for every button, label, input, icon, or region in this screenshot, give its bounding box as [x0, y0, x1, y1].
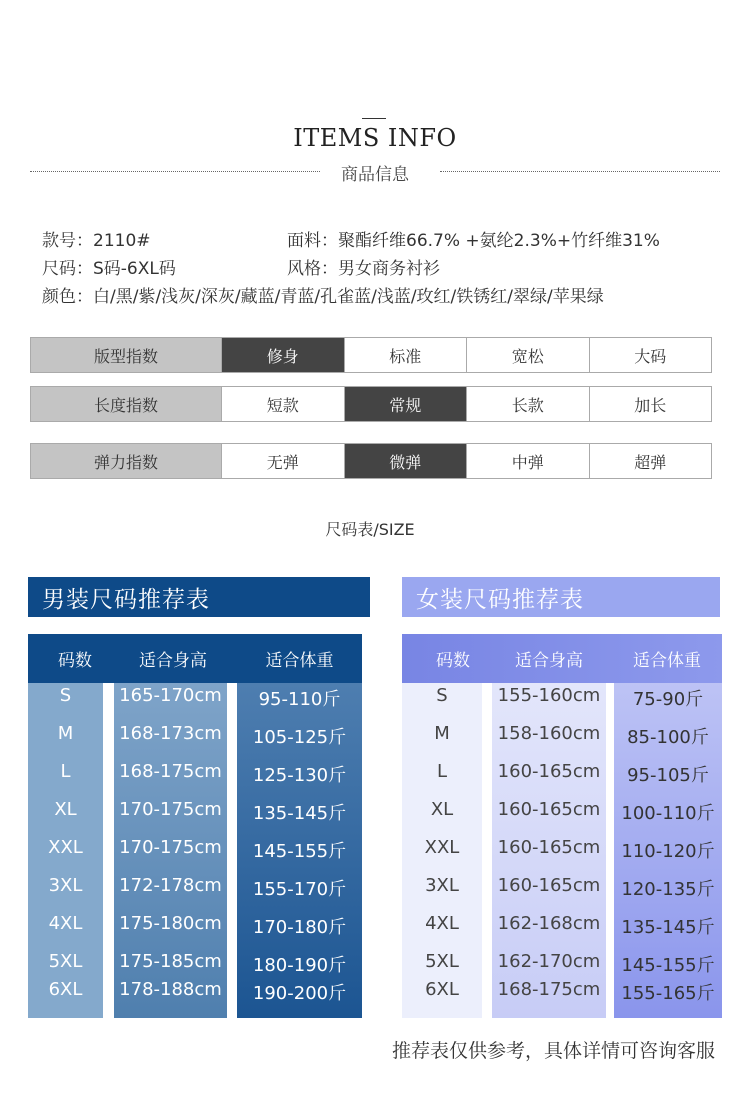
- page-title: ITEMS INFO: [293, 124, 457, 152]
- page-subtitle: 商品信息: [341, 165, 409, 185]
- men-height-cell: 175-180cm: [119, 913, 222, 934]
- style-number: 款号：2110#: [42, 231, 151, 251]
- men-weight-column: [237, 683, 362, 1018]
- women-header-weight: 适合体重: [633, 651, 701, 671]
- fit-option-slim: 修身: [221, 338, 344, 372]
- women-size-cell: 4XL: [425, 913, 459, 934]
- style-info: 风格：男女商务衬衫: [287, 259, 440, 279]
- fit-option-large: 大码: [589, 338, 712, 372]
- women-weight-cell: 155-165斤: [621, 983, 715, 1004]
- women-height-cell: 160-165cm: [497, 875, 601, 896]
- men-weight-cell: 145-155斤: [252, 841, 347, 862]
- women-weight-cell: 75-90斤: [632, 689, 704, 710]
- men-height-column: [114, 683, 227, 1018]
- women-height-cell: 160-165cm: [497, 799, 601, 820]
- size-table-caption: 尺码表/SIZE: [325, 520, 415, 539]
- fit-option-loose: 宽松: [466, 338, 589, 372]
- men-height-cell: 165-170cm: [119, 685, 222, 706]
- men-table-header: [28, 634, 362, 683]
- men-size-column: [28, 683, 103, 1018]
- fit-option-standard: 标准: [344, 338, 467, 372]
- stretch-index-label: 弹力指数: [31, 444, 221, 478]
- women-size-cell: M: [434, 723, 450, 744]
- fabric-info: 面料：聚酯纤维66.7% +氨纶2.3%+竹纤维31%: [287, 231, 660, 251]
- length-index-label: 长度指数: [31, 387, 221, 421]
- length-option-extra-long: 加长: [589, 387, 712, 421]
- men-weight-cell: 190-200斤: [252, 983, 347, 1004]
- women-height-cell: 162-168cm: [497, 913, 601, 934]
- women-weight-cell: 145-155斤: [621, 955, 715, 976]
- men-header-weight: 适合体重: [265, 651, 334, 671]
- men-header-size: 码数: [58, 651, 92, 671]
- men-size-cell: 5XL: [48, 951, 83, 972]
- women-size-cell: 6XL: [425, 979, 459, 1000]
- women-size-cell: 3XL: [425, 875, 459, 896]
- men-height-cell: 175-185cm: [119, 951, 222, 972]
- men-weight-cell: 135-145斤: [252, 803, 347, 824]
- size-range: 尺码：S码-6XL码: [42, 259, 176, 279]
- women-size-title: 女装尺码推荐表: [402, 577, 720, 617]
- women-height-cell: 155-160cm: [497, 685, 601, 706]
- men-height-cell: 170-175cm: [119, 799, 222, 820]
- stretch-option-medium: 中弹: [466, 444, 589, 478]
- men-size-cell: S: [59, 685, 72, 706]
- women-size-cell: 5XL: [425, 951, 459, 972]
- length-option-short: 短款: [221, 387, 344, 421]
- men-height-cell: 168-175cm: [119, 761, 222, 782]
- men-height-cell: 170-175cm: [119, 837, 222, 858]
- men-size-cell: XXL: [48, 837, 83, 858]
- men-weight-cell: 155-170斤: [252, 879, 347, 900]
- women-weight-cell: 110-120斤: [621, 841, 715, 862]
- men-weight-cell: 95-110斤: [258, 689, 341, 710]
- stretch-index-row: [30, 443, 712, 479]
- color-list: 颜色：白/黑/紫/浅灰/深灰/藏蓝/青蓝/孔雀蓝/浅蓝/玫红/铁锈红/翠绿/苹果绿: [42, 287, 604, 307]
- women-height-column: [492, 683, 606, 1018]
- women-size-column: [402, 683, 482, 1018]
- men-size-cell: 3XL: [48, 875, 83, 896]
- men-height-cell: 172-178cm: [119, 875, 222, 896]
- women-height-cell: 158-160cm: [497, 723, 601, 744]
- women-size-table: [402, 634, 722, 1018]
- women-header-height: 适合身高: [515, 651, 583, 671]
- men-weight-cell: 105-125斤: [252, 727, 347, 748]
- women-weight-cell: 135-145斤: [621, 917, 715, 938]
- men-height-cell: 168-173cm: [119, 723, 222, 744]
- women-weight-cell: 85-100斤: [627, 727, 709, 748]
- men-size-cell: L: [60, 761, 71, 782]
- men-size-title: 男装尺码推荐表: [28, 577, 370, 617]
- stretch-option-slight: 微弹: [344, 444, 467, 478]
- title-dash: [362, 118, 386, 119]
- women-height-cell: 162-170cm: [497, 951, 601, 972]
- men-size-table: [28, 634, 362, 1018]
- fit-index-label: 版型指数: [31, 338, 221, 372]
- length-index-row: [30, 386, 712, 422]
- women-table-header: [402, 634, 722, 683]
- men-size-cell: 4XL: [48, 913, 83, 934]
- women-height-cell: 160-165cm: [497, 837, 601, 858]
- men-size-cell: 6XL: [48, 979, 83, 1000]
- length-option-regular: 常规: [344, 387, 467, 421]
- stretch-option-none: 无弹: [221, 444, 344, 478]
- women-height-cell: 160-165cm: [497, 761, 601, 782]
- women-size-cell: S: [436, 685, 448, 706]
- length-option-long: 长款: [466, 387, 589, 421]
- men-weight-cell: 180-190斤: [252, 955, 347, 976]
- women-weight-cell: 120-135斤: [621, 879, 715, 900]
- women-height-cell: 168-175cm: [497, 979, 601, 1000]
- women-size-cell: L: [436, 761, 448, 782]
- fit-index-row: [30, 337, 712, 373]
- women-weight-cell: 100-110斤: [621, 803, 715, 824]
- women-size-cell: XXL: [424, 837, 460, 858]
- women-weight-column: [614, 683, 722, 1018]
- men-header-height: 适合身高: [139, 651, 207, 671]
- women-weight-cell: 95-105斤: [627, 765, 709, 786]
- men-weight-cell: 170-180斤: [252, 917, 347, 938]
- men-size-cell: XL: [54, 799, 77, 820]
- footnote: 推荐表仅供参考，具体详情可咨询客服: [391, 1040, 715, 1062]
- women-size-cell: XL: [430, 799, 454, 820]
- women-header-size: 码数: [436, 651, 470, 671]
- men-height-cell: 178-188cm: [119, 979, 222, 1000]
- men-weight-cell: 125-130斤: [252, 765, 347, 786]
- men-size-cell: M: [57, 723, 74, 744]
- stretch-option-super: 超弹: [589, 444, 712, 478]
